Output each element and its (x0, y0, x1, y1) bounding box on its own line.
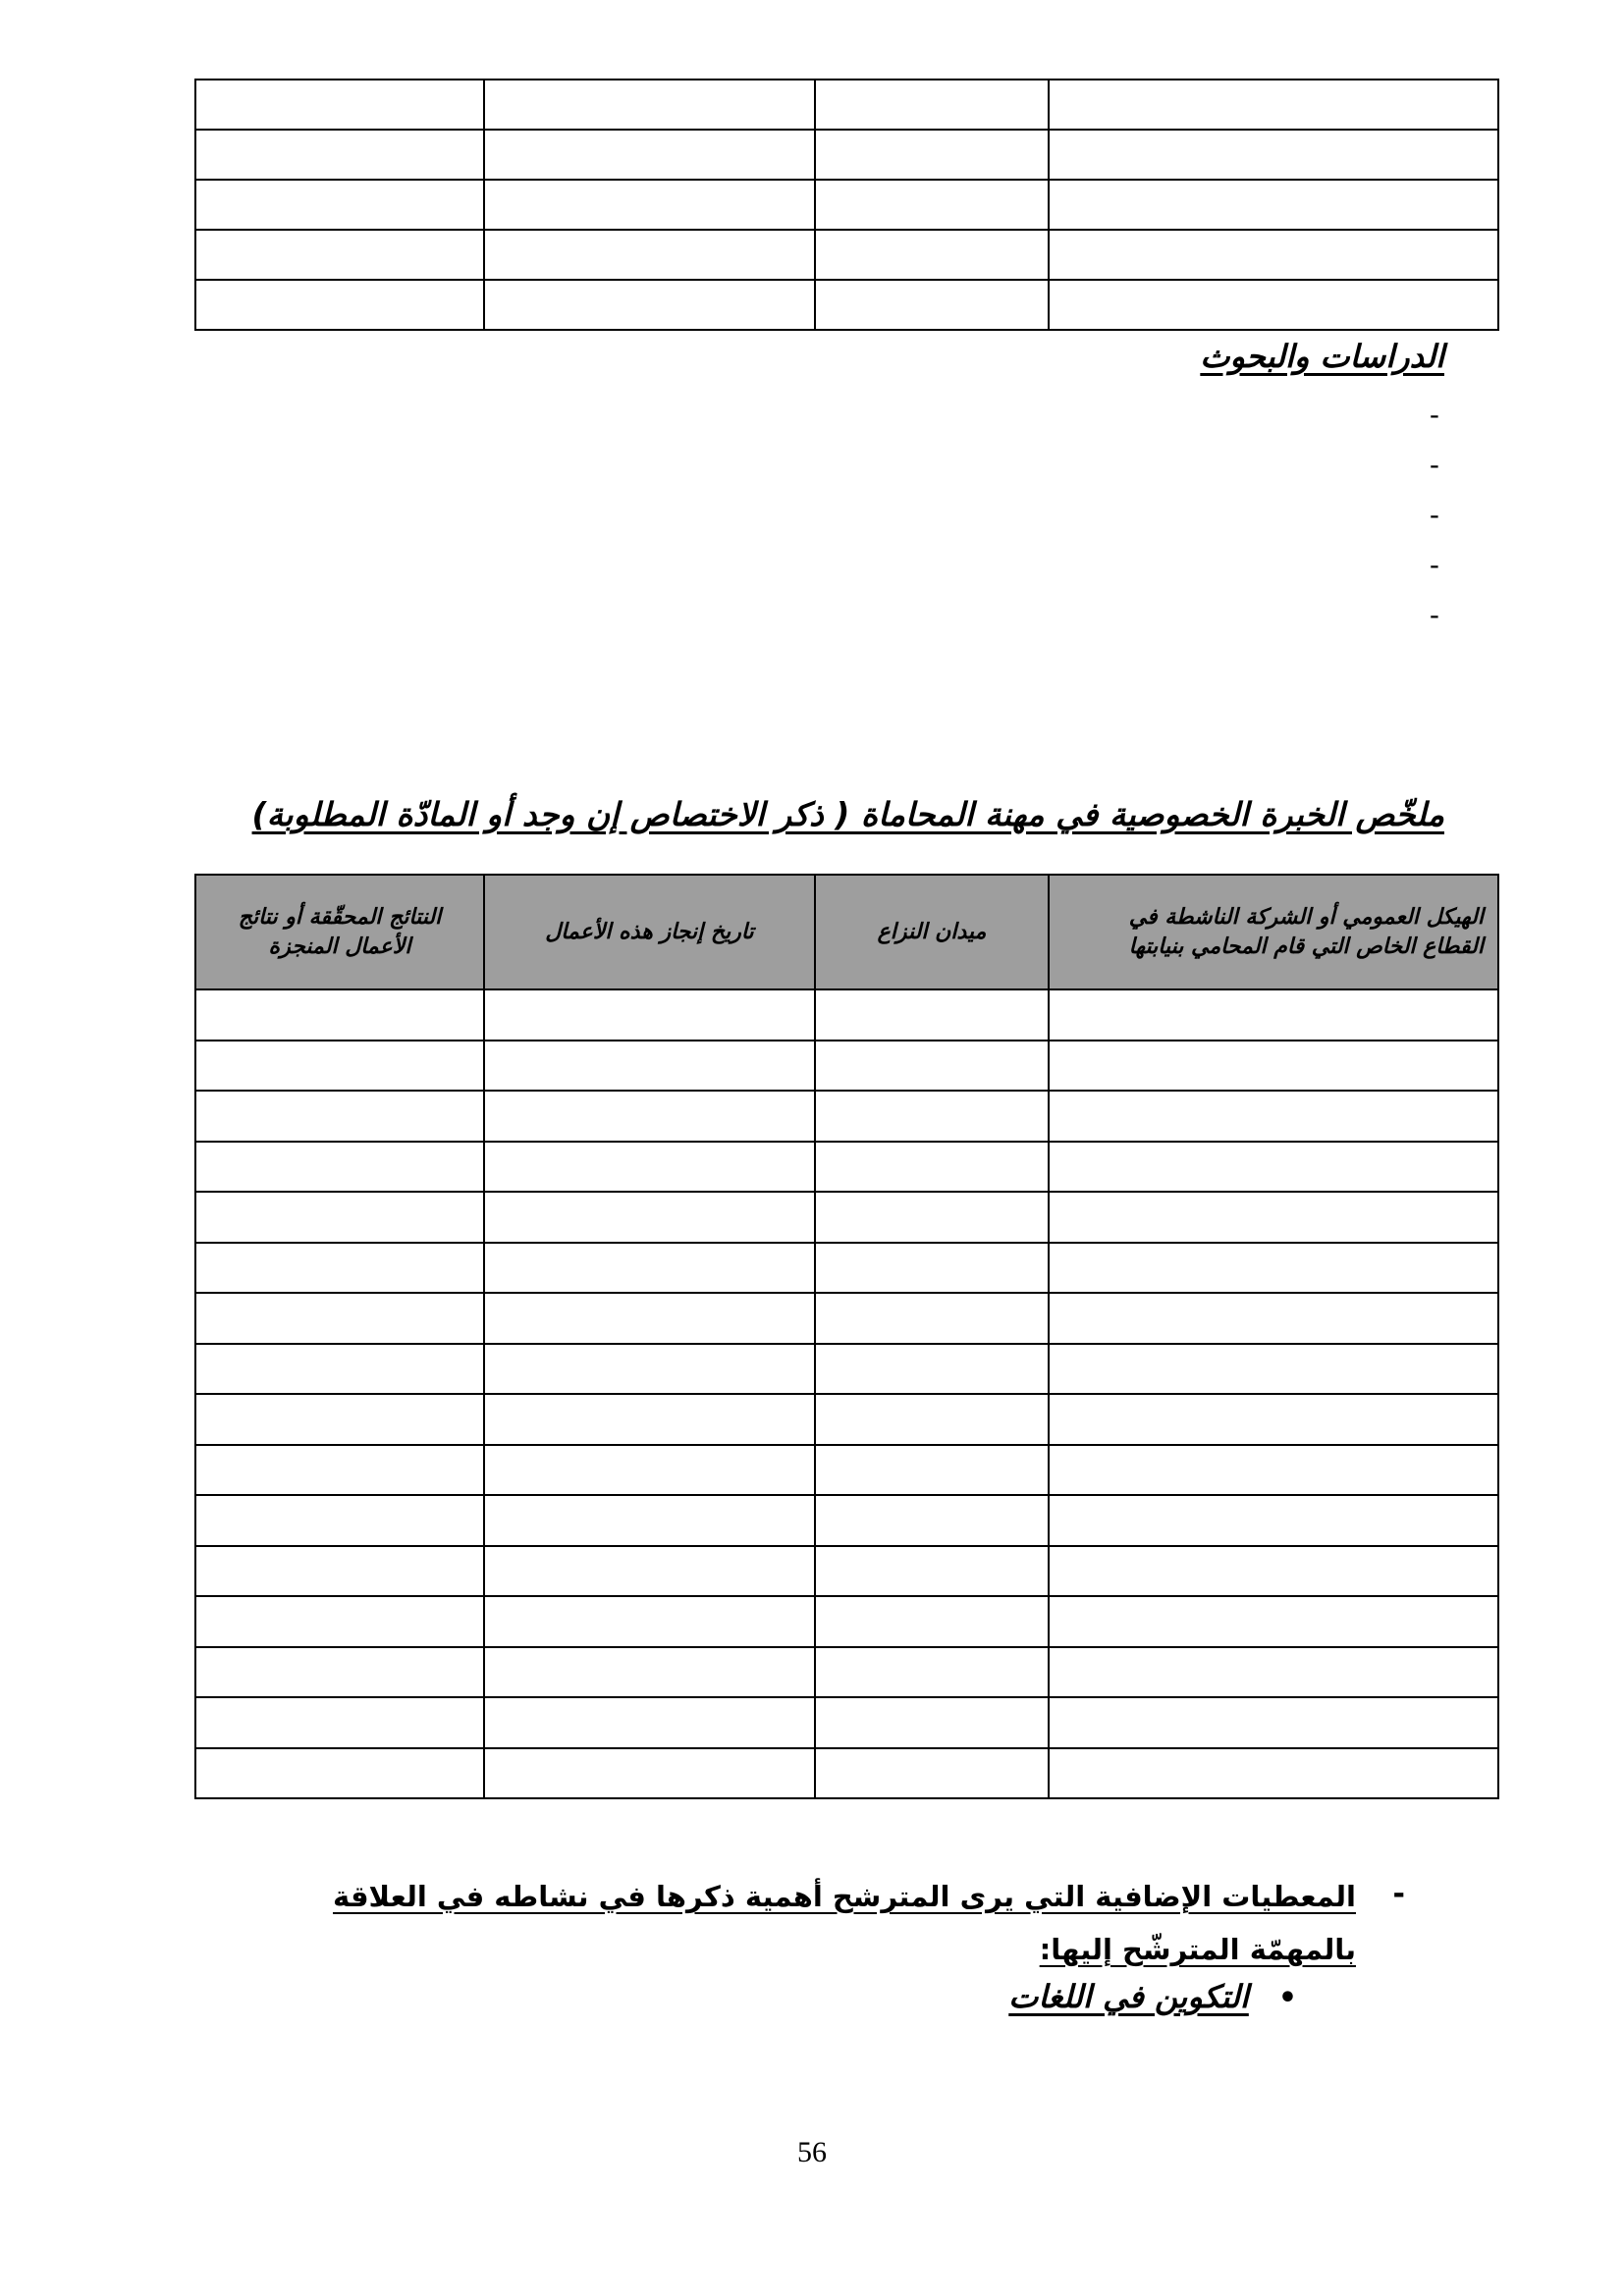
studies-list-item: - (1429, 399, 1439, 431)
table-cell[interactable] (195, 1293, 484, 1344)
top-table-row (195, 230, 1498, 280)
table-cell[interactable] (195, 989, 484, 1041)
table-cell[interactable] (1049, 280, 1498, 330)
table-cell[interactable] (815, 280, 1049, 330)
expertise-table-row (195, 1546, 1498, 1597)
table-cell[interactable] (1049, 1091, 1498, 1142)
languages-line (1008, 1978, 1297, 2015)
table-cell[interactable] (484, 1697, 815, 1748)
expertise-table-row (195, 1041, 1498, 1092)
expertise-table-row (195, 1293, 1498, 1344)
table-cell[interactable] (1049, 180, 1498, 230)
expertise-table (194, 874, 1499, 1799)
table-cell[interactable] (195, 280, 484, 330)
table-cell[interactable] (484, 1495, 815, 1546)
table-cell[interactable] (484, 1546, 815, 1597)
table-cell[interactable] (484, 1344, 815, 1395)
table-cell[interactable] (815, 180, 1049, 230)
table-cell[interactable] (1049, 1142, 1498, 1193)
table-cell[interactable] (484, 1596, 815, 1647)
table-cell[interactable] (815, 1293, 1049, 1344)
studies-list (1430, 398, 1439, 648)
header-dispute-field: ميدان النزاع (815, 875, 1049, 989)
expertise-table-row (195, 1697, 1498, 1748)
table-cell[interactable] (484, 1041, 815, 1092)
table-cell[interactable] (1049, 230, 1498, 280)
bullet-icon: • (1277, 1981, 1297, 2015)
table-cell[interactable] (1049, 130, 1498, 180)
table-cell[interactable] (484, 1748, 815, 1799)
studies-list-item: - (1429, 599, 1439, 631)
expertise-header-row (195, 875, 1498, 989)
table-cell[interactable] (484, 130, 815, 180)
table-cell[interactable] (1049, 1748, 1498, 1799)
table-cell[interactable] (195, 1697, 484, 1748)
top-table-row (195, 180, 1498, 230)
studies-title: الدراسات والبحوث (1200, 338, 1444, 375)
header-structure: الهيكل العمومي أو الشركة الناشطة في القطاع الخاص التي قام المحامي بنيابتها (1049, 875, 1498, 989)
table-cell[interactable] (815, 230, 1049, 280)
table-cell[interactable] (484, 180, 815, 230)
table-cell[interactable] (815, 1041, 1049, 1092)
table-cell[interactable] (1049, 1596, 1498, 1647)
table-cell[interactable] (484, 1647, 815, 1698)
table-cell[interactable] (815, 1546, 1049, 1597)
table-cell[interactable] (1049, 1495, 1498, 1546)
table-cell[interactable] (195, 1344, 484, 1395)
extra-dash: - (1392, 1877, 1405, 1911)
table-cell[interactable] (484, 1293, 815, 1344)
table-cell[interactable] (815, 1495, 1049, 1546)
expertise-table-row (195, 1344, 1498, 1395)
table-cell[interactable] (815, 989, 1049, 1041)
table-cell[interactable] (815, 1344, 1049, 1395)
table-cell[interactable] (1049, 1344, 1498, 1395)
table-cell[interactable] (195, 1142, 484, 1193)
extra-info-heading: المعطيات الإضافية التي يرى المترشح أهمية ذكرها في نشاطه في العلاقة بالمهمّة المترشّح إليها: (332, 1880, 1356, 1966)
table-cell[interactable] (195, 80, 484, 130)
table-cell[interactable] (484, 1445, 815, 1496)
table-cell[interactable] (195, 180, 484, 230)
expertise-table-row (195, 1192, 1498, 1243)
table-cell[interactable] (195, 1041, 484, 1092)
table-cell[interactable] (815, 1748, 1049, 1799)
table-cell[interactable] (195, 1647, 484, 1698)
table-cell[interactable] (484, 230, 815, 280)
table-cell[interactable] (195, 1243, 484, 1294)
table-cell[interactable] (815, 1243, 1049, 1294)
table-cell[interactable] (815, 1142, 1049, 1193)
page-number: 56 (797, 2136, 827, 2168)
table-cell[interactable] (484, 1142, 815, 1193)
top-table-row (195, 130, 1498, 180)
header-date: تاريخ إنجاز هذه الأعمال (484, 875, 815, 989)
table-cell[interactable] (815, 80, 1049, 130)
table-cell[interactable] (815, 1596, 1049, 1647)
table-cell[interactable] (484, 1192, 815, 1243)
top-table-row (195, 80, 1498, 130)
table-cell[interactable] (195, 1596, 484, 1647)
table-cell[interactable] (195, 1546, 484, 1597)
table-cell[interactable] (815, 130, 1049, 180)
table-cell[interactable] (484, 80, 815, 130)
expertise-table-row (195, 1647, 1498, 1698)
table-cell[interactable] (1049, 1243, 1498, 1294)
table-cell[interactable] (195, 1394, 484, 1445)
table-cell[interactable] (484, 1243, 815, 1294)
studies-list-item: - (1429, 449, 1439, 481)
studies-list-item: - (1429, 549, 1439, 581)
top-table (194, 79, 1499, 331)
table-cell[interactable] (195, 230, 484, 280)
table-cell[interactable] (484, 989, 815, 1041)
table-cell[interactable] (815, 1192, 1049, 1243)
table-cell[interactable] (1049, 1293, 1498, 1344)
expertise-table-row (195, 1445, 1498, 1496)
table-cell[interactable] (1049, 1445, 1498, 1496)
table-cell[interactable] (195, 1445, 484, 1496)
table-cell[interactable] (195, 1192, 484, 1243)
expertise-table-row (195, 1142, 1498, 1193)
table-cell[interactable] (815, 1394, 1049, 1445)
expertise-table-row (195, 1243, 1498, 1294)
table-cell[interactable] (195, 130, 484, 180)
table-cell[interactable] (815, 1445, 1049, 1496)
table-cell[interactable] (815, 1697, 1049, 1748)
table-cell[interactable] (1049, 1647, 1498, 1698)
expertise-table-row (195, 989, 1498, 1041)
expertise-table-row (195, 1596, 1498, 1647)
table-cell[interactable] (1049, 1546, 1498, 1597)
table-cell[interactable] (1049, 1192, 1498, 1243)
table-cell[interactable] (815, 1091, 1049, 1142)
table-cell[interactable] (484, 1091, 815, 1142)
expertise-table-row (195, 1748, 1498, 1799)
table-cell[interactable] (195, 1748, 484, 1799)
studies-list-item: - (1429, 499, 1439, 531)
table-cell[interactable] (1049, 989, 1498, 1041)
table-cell[interactable] (1049, 1394, 1498, 1445)
table-cell[interactable] (1049, 1041, 1498, 1092)
languages-title: التكوين في اللغات (1008, 1978, 1249, 2015)
table-cell[interactable] (195, 1495, 484, 1546)
table-cell[interactable] (1049, 1697, 1498, 1748)
expertise-table-row (195, 1394, 1498, 1445)
expertise-table-row (195, 1495, 1498, 1546)
table-cell[interactable] (815, 1647, 1049, 1698)
expertise-table-row (195, 1091, 1498, 1142)
table-cell[interactable] (484, 1394, 815, 1445)
header-results: النتائج المحقّقة أو نتائج الأعمال المنجزة (195, 875, 484, 989)
top-table-row (195, 280, 1498, 330)
expertise-title: ملخّص الخبرة الخصوصية في مهنة المحاماة ( ذكر الاختصاص إن وجد أو المادّة المطلوبة) (251, 795, 1444, 833)
table-cell[interactable] (1049, 80, 1498, 130)
table-cell[interactable] (195, 1091, 484, 1142)
table-cell[interactable] (484, 280, 815, 330)
